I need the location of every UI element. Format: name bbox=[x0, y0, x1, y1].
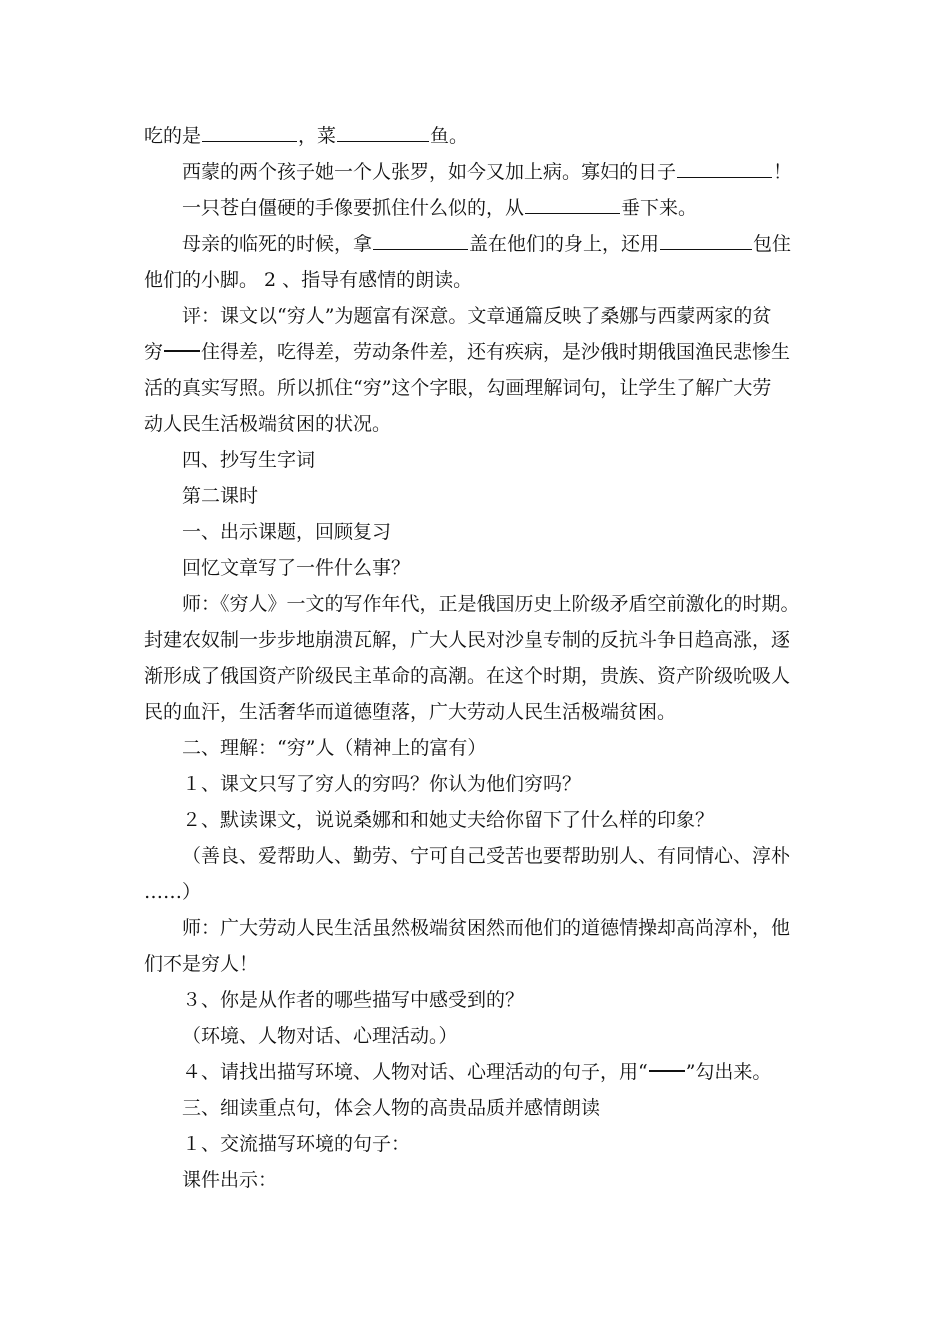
question-line: １、课文只写了穷人的穷吗？你认为他们穷吗？ bbox=[182, 773, 582, 795]
fill-line-widow bbox=[144, 154, 812, 190]
teacher-line: 民的血汗，生活奢华而道德堕落，广大劳动人民生活极端贫困。 bbox=[144, 701, 677, 723]
dash-mark bbox=[649, 1070, 685, 1072]
fill-blank bbox=[337, 123, 429, 142]
fill-blank bbox=[373, 231, 468, 250]
fill-line-mother bbox=[144, 226, 812, 262]
text: 西蒙的两个孩子她一个人张罗，如今又加上病。寡妇的日子 bbox=[182, 161, 677, 183]
teacher-line: 师：《穷人》一文的写作年代，正是俄国历史上阶级矛盾空前激化的时期。 bbox=[182, 593, 800, 615]
fill-line-food bbox=[144, 118, 812, 154]
text: 一只苍白僵硬的手像要抓住什么似的，从 bbox=[182, 197, 525, 219]
comment-line: 评：课文以“穷人”为题富有深意。文章通篇反映了桑娜与西蒙两家的贫 bbox=[182, 305, 772, 327]
fill-blank bbox=[660, 231, 752, 250]
text: 鱼。 bbox=[430, 125, 469, 147]
text: ！ bbox=[773, 161, 793, 183]
section-heading: 二、理解：“穷”人（精神上的富有） bbox=[182, 737, 487, 759]
answer-line: ……） bbox=[144, 881, 202, 903]
section-heading: 一、出示课题，回顾复习 bbox=[182, 521, 392, 543]
fill-blank bbox=[677, 159, 772, 178]
teacher-line: 渐形成了俄国资产阶级民主革命的高潮。在这个时期，贵族、资产阶级吮吸人 bbox=[144, 665, 791, 687]
answer-line: （善良、爱帮助人、勤劳、宁可自己受苦也要帮助别人、有同情心、淳朴 bbox=[182, 845, 791, 867]
text: 住得差，吃得差，劳动条件差，还有疾病，是沙俄时期俄国渔民悲惨生 bbox=[201, 341, 791, 363]
text: ”勾出来。 bbox=[685, 1061, 772, 1083]
text: 包住 bbox=[753, 233, 792, 255]
teacher-line: 师：广大劳动人民生活虽然极端贫困然而他们的道德情操却高尚淳朴，他 bbox=[182, 917, 791, 939]
text: 盖在他们的身上，还用 bbox=[469, 233, 660, 255]
fill-blank bbox=[202, 123, 297, 142]
comment-line bbox=[144, 334, 812, 370]
text: 母亲的临死的时候，拿 bbox=[182, 233, 373, 255]
answer-line: （环境、人物对话、心理活动。） bbox=[182, 1025, 458, 1047]
fill-blank bbox=[525, 195, 620, 214]
text: ４、请找出描写环境、人物对话、心理活动的句子，用“ bbox=[182, 1061, 648, 1083]
lesson-heading: 第二课时 bbox=[182, 485, 259, 507]
text: 穷 bbox=[144, 341, 164, 363]
question-line bbox=[144, 1054, 812, 1090]
question-line: １、交流描写环境的句子： bbox=[182, 1133, 411, 1155]
text: ，菜 bbox=[298, 125, 337, 147]
question-line: 回忆文章写了一件什么事？ bbox=[182, 557, 411, 579]
section-heading: 三、细读重点句，体会人物的高贵品质并感情朗读 bbox=[182, 1097, 601, 1119]
text: 垂下来。 bbox=[621, 197, 698, 219]
question-line: ３、你是从作者的哪些描写中感受到的？ bbox=[182, 989, 525, 1011]
section-heading: 四、抄写生字词 bbox=[182, 449, 316, 471]
dash-mark bbox=[164, 350, 200, 352]
fill-line-hand bbox=[144, 190, 812, 226]
question-line: ２、默读课文，说说桑娜和和她丈夫给你留下了什么样的印象？ bbox=[182, 809, 715, 831]
comment-line: 活的真实写照。所以抓住“穷”这个字眼，勾画理解词句，让学生了解广大劳 bbox=[144, 377, 772, 399]
paragraph-line: 课件出示： bbox=[182, 1169, 278, 1191]
teacher-line: 封建农奴制一步步地崩溃瓦解，广大人民对沙皇专制的反抗斗争日趋高涨，逐 bbox=[144, 629, 791, 651]
text: 吃的是 bbox=[144, 125, 202, 147]
paragraph-line: 他们的小脚。 2 、指导有感情的朗读。 bbox=[144, 269, 473, 291]
document-body bbox=[144, 118, 812, 1198]
teacher-line: 们不是穷人！ bbox=[144, 953, 259, 975]
comment-line: 动人民生活极端贫困的状况。 bbox=[144, 413, 392, 435]
